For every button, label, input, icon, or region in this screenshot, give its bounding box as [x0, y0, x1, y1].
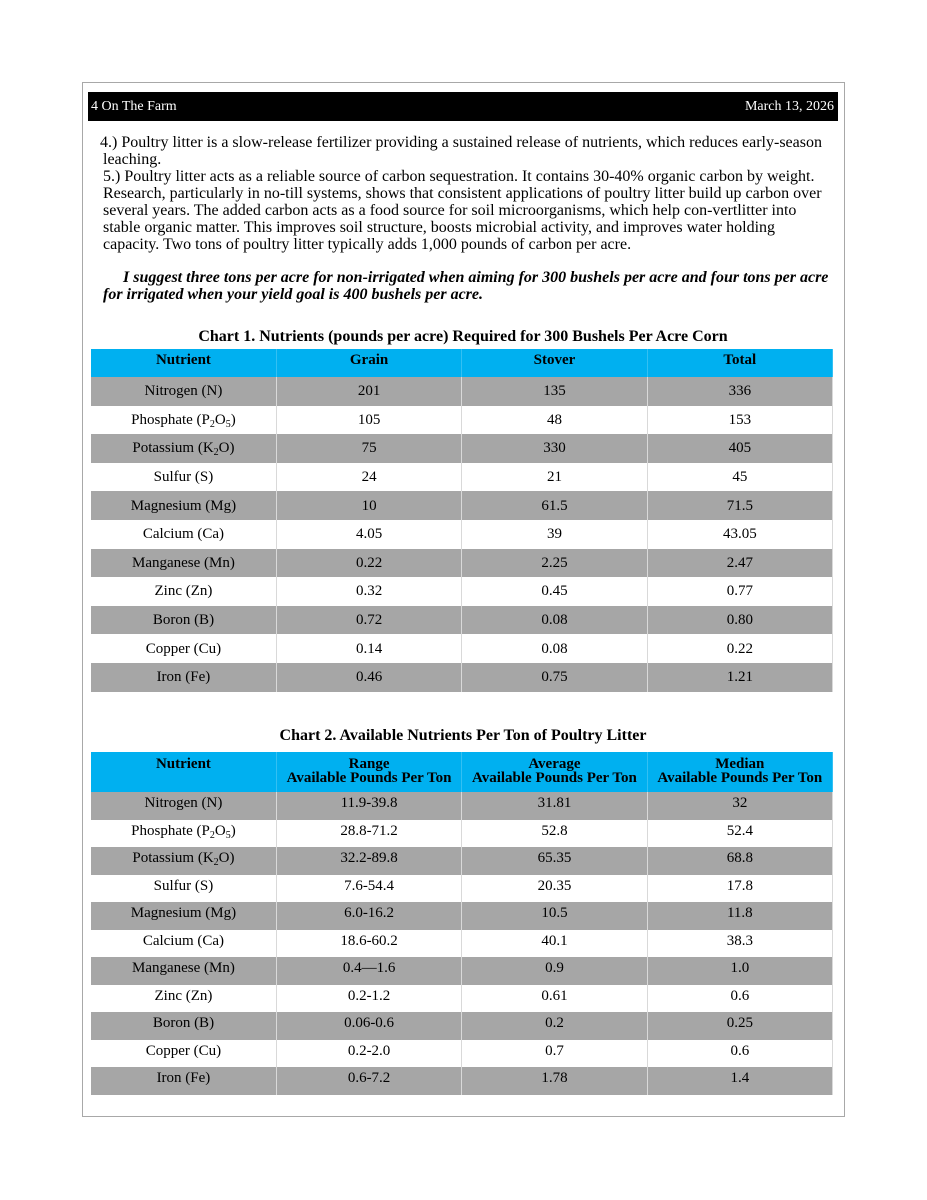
table-row: [91, 577, 833, 606]
nutrient-cell: Iron (Fe): [91, 1067, 276, 1095]
chart1-header-stover: Stover: [462, 349, 647, 377]
value-cell: 4.05: [276, 520, 461, 549]
value-cell: 45: [647, 463, 832, 492]
value-cell: 1.21: [647, 663, 832, 692]
issue-date: March 13, 2026: [744, 98, 834, 114]
value-cell: 71.5: [647, 491, 832, 520]
value-cell: 43.05: [647, 520, 832, 549]
value-cell: 153: [647, 406, 832, 435]
value-cell: 0.6: [647, 985, 832, 1013]
chart2-table: [91, 752, 833, 1095]
value-cell: 0.46: [276, 663, 461, 692]
value-cell: 75: [276, 434, 461, 463]
value-cell: 105: [276, 406, 461, 435]
table-row: [91, 520, 833, 549]
chart2-header-row: [91, 752, 833, 792]
value-cell: 61.5: [462, 491, 647, 520]
nutrient-cell: Nitrogen (N): [91, 377, 276, 406]
article-body: [100, 134, 831, 303]
table-row: [91, 930, 833, 958]
value-cell: 0.2-2.0: [276, 1040, 461, 1068]
table-row: [91, 875, 833, 903]
value-cell: 0.72: [276, 606, 461, 635]
table-row: [91, 663, 833, 692]
chart2-header-median: Median Available Pounds Per Ton: [647, 752, 832, 792]
table-row: [91, 434, 833, 463]
table-row: [91, 1012, 833, 1040]
nutrient-cell: Zinc (Zn): [91, 577, 276, 606]
value-cell: 0.32: [276, 577, 461, 606]
value-cell: 0.22: [276, 549, 461, 578]
nutrient-cell: Phosphate $(P_2O_5)$: [91, 820, 276, 848]
table-row: [91, 406, 833, 435]
value-cell: 0.6: [647, 1040, 832, 1068]
recommendation-text: I suggest three tons per acre for non-irrigated when aiming for 300 bushels per acre and four tons per acre for irrigated when your yield goal is 400 bushels per acre.: [103, 269, 829, 303]
header-bar: [88, 92, 838, 121]
nutrient-cell: Nitrogen (N): [91, 792, 276, 820]
value-cell: 0.9: [462, 957, 647, 985]
value-cell: 52.4: [647, 820, 832, 848]
nutrient-cell: Phosphate $(P_2O_5)$: [91, 406, 276, 435]
nutrient-cell: Boron (B): [91, 606, 276, 635]
value-cell: 10.5: [462, 902, 647, 930]
nutrient-cell: Copper (Cu): [91, 634, 276, 663]
value-cell: 0.80: [647, 606, 832, 635]
nutrient-cell: Magnesium (Mg): [91, 902, 276, 930]
value-cell: 6.0-16.2: [276, 902, 461, 930]
value-cell: 0.08: [462, 606, 647, 635]
nutrient-cell: Iron (Fe): [91, 663, 276, 692]
nutrient-cell: Zinc (Zn): [91, 985, 276, 1013]
table-row: [91, 606, 833, 635]
value-cell: 39: [462, 520, 647, 549]
table-row: [91, 820, 833, 848]
chart1-table: [91, 349, 833, 692]
nutrient-cell: Calcium (Ca): [91, 520, 276, 549]
value-cell: 40.1: [462, 930, 647, 958]
value-cell: 17.8: [647, 875, 832, 903]
chart2-title: Chart 2. Available Nutrients Per Ton of Poultry Litter: [279, 727, 647, 744]
table-row: [91, 792, 833, 820]
value-cell: 405: [647, 434, 832, 463]
nutrient-cell: Potassium $(K_2O)$: [91, 847, 276, 875]
value-cell: 52.8: [462, 820, 647, 848]
value-cell: 10: [276, 491, 461, 520]
value-cell: 330: [462, 434, 647, 463]
table-row: [91, 1040, 833, 1068]
table-row: [91, 463, 833, 492]
newsletter-title: 4 On The Farm: [91, 98, 177, 114]
table-row: [91, 847, 833, 875]
table-row: [91, 377, 833, 406]
value-cell: 31.81: [462, 792, 647, 820]
chart1-header-total: Total: [647, 349, 832, 377]
chart2-header-range: Range Available Pounds Per Ton: [276, 752, 461, 792]
value-cell: 2.25: [462, 549, 647, 578]
value-cell: 65.35: [462, 847, 647, 875]
value-cell: 1.78: [462, 1067, 647, 1095]
chart1-header-nutrient: Nutrient: [91, 349, 276, 377]
value-cell: 18.6-60.2: [276, 930, 461, 958]
value-cell: 0.14: [276, 634, 461, 663]
chart1-title: Chart 1. Nutrients (pounds per acre) Required for 300 Bushels Per Acre Corn: [198, 328, 728, 345]
value-cell: 201: [276, 377, 461, 406]
value-cell: 68.8: [647, 847, 832, 875]
table-row: [91, 902, 833, 930]
value-cell: 0.6-7.2: [276, 1067, 461, 1095]
value-cell: 1.4: [647, 1067, 832, 1095]
value-cell: 0.7: [462, 1040, 647, 1068]
value-cell: 0.06-0.6: [276, 1012, 461, 1040]
chart1-header-row: [91, 349, 833, 377]
table-row: [91, 549, 833, 578]
paragraph-point-5: 5.) Poultry litter acts as a reliable source of carbon sequestration. It contains 30-40% organic carbon by weight. Research, particularly in no-till systems, shows that consistent applications of poultry litter build up carbon over several years. The added carbon acts as a food source for soil microorganisms, which help con-vertlitter into stable organic matter. This improves soil structure, boosts microbial activity, and improves water holding capacity. Two tons of poultry litter typically adds 1,000 pounds of carbon per acre.: [103, 168, 822, 253]
chart2-header-nutrient: Nutrient: [91, 752, 276, 792]
nutrient-cell: Manganese (Mn): [91, 957, 276, 985]
table-row: [91, 1067, 833, 1095]
nutrient-cell: Manganese (Mn): [91, 549, 276, 578]
value-cell: 2.47: [647, 549, 832, 578]
value-cell: 7.6-54.4: [276, 875, 461, 903]
value-cell: 48: [462, 406, 647, 435]
value-cell: 21: [462, 463, 647, 492]
table-row: [91, 634, 833, 663]
chart2-header-average: Average Available Pounds Per Ton: [462, 752, 647, 792]
value-cell: 0.2: [462, 1012, 647, 1040]
value-cell: 135: [462, 377, 647, 406]
value-cell: 0.61: [462, 985, 647, 1013]
value-cell: 0.08: [462, 634, 647, 663]
table-row: [91, 491, 833, 520]
value-cell: 32: [647, 792, 832, 820]
value-cell: 0.2-1.2: [276, 985, 461, 1013]
value-cell: 0.45: [462, 577, 647, 606]
value-cell: 336: [647, 377, 832, 406]
value-cell: 20.35: [462, 875, 647, 903]
value-cell: 24: [276, 463, 461, 492]
paragraph-point-4: 4.) Poultry litter is a slow-release fertilizer providing a sustained release of nutrients, which reduces early-season leaching.: [100, 134, 822, 168]
nutrient-cell: Calcium (Ca): [91, 930, 276, 958]
value-cell: 28.8-71.2: [276, 820, 461, 848]
table-row: [91, 985, 833, 1013]
nutrient-cell: Copper (Cu): [91, 1040, 276, 1068]
nutrient-cell: Potassium $(K_2O)$: [91, 434, 276, 463]
nutrient-cell: Sulfur (S): [91, 875, 276, 903]
nutrient-cell: Magnesium (Mg): [91, 491, 276, 520]
nutrient-cell: Boron (B): [91, 1012, 276, 1040]
value-cell: 11.8: [647, 902, 832, 930]
value-cell: 38.3: [647, 930, 832, 958]
value-cell: 11.9-39.8: [276, 792, 461, 820]
value-cell: 0.75: [462, 663, 647, 692]
value-cell: 1.0: [647, 957, 832, 985]
value-cell: 32.2-89.8: [276, 847, 461, 875]
chart1-header-grain: Grain: [276, 349, 461, 377]
value-cell: 0.4—1.6: [276, 957, 461, 985]
nutrient-cell: Sulfur (S): [91, 463, 276, 492]
value-cell: 0.22: [647, 634, 832, 663]
value-cell: 0.77: [647, 577, 832, 606]
value-cell: 0.25: [647, 1012, 832, 1040]
table-row: [91, 957, 833, 985]
